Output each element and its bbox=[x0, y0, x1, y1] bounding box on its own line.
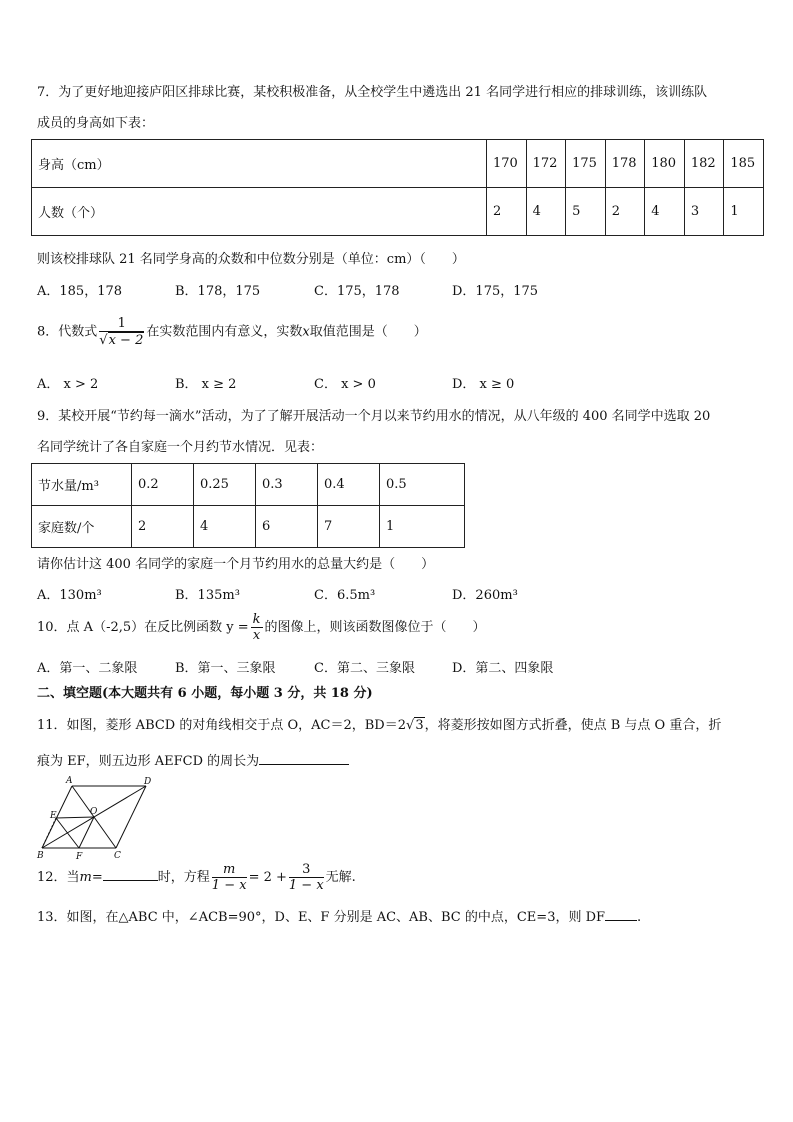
q12-mid: 时，方程 bbox=[157, 870, 210, 885]
label-e: E bbox=[50, 811, 57, 821]
label-d: D bbox=[144, 777, 152, 787]
q12-lhs-numerator: m bbox=[212, 862, 247, 878]
q9-amount-cell: 0.3 bbox=[256, 464, 318, 506]
q8-option-d: D． x ≥ 0 bbox=[452, 377, 515, 392]
q12-eq: = bbox=[91, 870, 103, 885]
q10-prefix: 10．点 A（-2,5）在反比例函数 y = bbox=[37, 620, 249, 635]
q10-option-a: A．第一、二象限 bbox=[37, 661, 138, 676]
q8-stem bbox=[37, 316, 427, 348]
q7-stem-line2: 成员的身高如下表： bbox=[37, 116, 155, 131]
q7-row1-label: 身高（cm） bbox=[32, 140, 487, 188]
q7-option-c: C．175，178 bbox=[314, 284, 400, 299]
q7-count-cell: 1 bbox=[724, 188, 764, 236]
q7-height-cell: 178 bbox=[605, 140, 645, 188]
q9-family-cell: 1 bbox=[380, 506, 465, 548]
q9-option-d: D．260m³ bbox=[452, 588, 518, 603]
q13-end: . bbox=[637, 910, 642, 925]
q12-rhs-denominator: 1 − x bbox=[288, 878, 324, 893]
q10-option-c: C．第二、三象限 bbox=[314, 661, 415, 676]
q8-fraction bbox=[99, 316, 144, 348]
q12-equals-two-plus: = 2 + bbox=[248, 870, 287, 885]
q8-suffix-b: 取值范围是（ ） bbox=[309, 324, 427, 340]
q9-option-b: B．135m³ bbox=[175, 588, 240, 603]
q7-count-cell: 2 bbox=[605, 188, 645, 236]
q7-count-cell: 5 bbox=[566, 188, 606, 236]
q7-height-cell: 185 bbox=[724, 140, 764, 188]
q8-denominator: √x − 2 bbox=[99, 333, 144, 348]
q12-var: m bbox=[79, 870, 92, 885]
q9-family-cell: 7 bbox=[318, 506, 380, 548]
q8-option-b: B． x ≥ 2 bbox=[175, 377, 237, 392]
q7-height-cell: 175 bbox=[566, 140, 606, 188]
q9-question: 请你估计这 400 名同学的家庭一个月节约用水的总量大约是（ ） bbox=[37, 557, 435, 572]
q12-stem bbox=[37, 862, 356, 893]
q10-option-d: D．第二、四象限 bbox=[452, 661, 554, 676]
q12-answer-blank[interactable] bbox=[103, 880, 158, 881]
q7-option-b: B．178，175 bbox=[175, 284, 261, 299]
q7-height-cell: 180 bbox=[645, 140, 685, 188]
label-f: F bbox=[76, 852, 83, 862]
q7-height-cell: 182 bbox=[684, 140, 724, 188]
q11-line1-b: ，将菱形按如图方式折叠，使点 B 与点 O 重合，折 bbox=[424, 718, 722, 733]
q7-count-cell: 3 bbox=[684, 188, 724, 236]
q9-row1-label: 节水量/m³ bbox=[32, 464, 132, 506]
q8-option-a: A． x > 2 bbox=[37, 377, 99, 392]
q10-stem bbox=[37, 612, 486, 643]
fold-eo bbox=[56, 817, 94, 818]
q7-count-cell: 4 bbox=[526, 188, 566, 236]
q10-suffix: 的图像上，则该函数图像位于（ ） bbox=[264, 620, 486, 635]
q7-stem-line1: 7．为了更好地迎接庐阳区排球比赛，某校积极准备，从全校学生中遴选出 21 名同学进行相应的排球训练，该训练队 bbox=[37, 85, 708, 100]
q12-suffix: 无解. bbox=[325, 870, 356, 885]
q7-count-cell: 4 bbox=[645, 188, 685, 236]
q9-amount-cell: 0.5 bbox=[380, 464, 465, 506]
q8-var: x bbox=[302, 324, 310, 340]
q8-radicand: x − 2 bbox=[108, 333, 144, 348]
q8-numerator: 1 bbox=[99, 316, 144, 332]
q8-option-c: C． x > 0 bbox=[314, 377, 376, 392]
section-heading-fill-blank: 二、填空题(本大题共有 6 小题，每小题 3 分，共 18 分) bbox=[37, 686, 373, 701]
q13-stem bbox=[37, 910, 641, 926]
q10-denominator: x bbox=[252, 628, 261, 643]
crease-ef bbox=[56, 818, 79, 848]
q9-stem-line1: 9．某校开展“节约每一滴水”活动，为了了解开展活动一个月以来节约用水的情况，从八年级的 400 名同学中选取 20 bbox=[37, 409, 711, 424]
q9-amount-cell: 0.25 bbox=[194, 464, 256, 506]
label-a: A bbox=[66, 776, 73, 786]
q9-option-c: C．6.5m³ bbox=[314, 588, 376, 603]
q11-stem-line1: 11．如图，菱形 ABCD 的对角线相交于点 O，AC＝2，BD＝2√3，将菱形按如图方式折叠，使点 B 与点 O 重合，折 bbox=[37, 718, 722, 733]
label-c: C bbox=[114, 851, 121, 861]
q12-lhs-fraction bbox=[212, 862, 247, 893]
q10-option-b: B．第一、三象限 bbox=[175, 661, 276, 676]
q9-water-table bbox=[31, 463, 465, 548]
q13-answer-blank[interactable] bbox=[605, 920, 637, 921]
q8-prefix: 8．代数式 bbox=[37, 324, 98, 340]
q7-option-d: D．175，175 bbox=[452, 284, 539, 299]
q9-family-cell: 2 bbox=[132, 506, 194, 548]
q10-numerator: k bbox=[252, 612, 261, 627]
q11-sqrt-value: 3 bbox=[415, 718, 424, 733]
q7-count-cell: 2 bbox=[487, 188, 527, 236]
q7-row2-label: 人数（个） bbox=[32, 188, 487, 236]
q7-question: 则该校排球队 21 名同学身高的众数和中位数分别是（单位：cm）（ ） bbox=[37, 252, 465, 267]
q7-option-a: A．185，178 bbox=[37, 284, 123, 299]
q7-height-cell: 172 bbox=[526, 140, 566, 188]
q9-family-cell: 6 bbox=[256, 506, 318, 548]
q11-rhombus-figure bbox=[34, 774, 160, 862]
q11-stem-line2 bbox=[37, 754, 349, 770]
q13-text: 13．如图，在△ABC 中，∠ACB=90°，D、E、F 分别是 AC、AB、BC 的中点，CE=3，则 DF bbox=[37, 910, 606, 925]
q9-family-cell: 4 bbox=[194, 506, 256, 548]
q7-height-table bbox=[31, 139, 764, 236]
q11-line1-a: 11．如图，菱形 ABCD 的对角线相交于点 O，AC＝2，BD＝2 bbox=[37, 718, 407, 733]
q9-amount-cell: 0.4 bbox=[318, 464, 380, 506]
q11-answer-blank[interactable] bbox=[259, 764, 349, 765]
label-o: O bbox=[90, 807, 98, 817]
q9-row2-label: 家庭数/个 bbox=[32, 506, 132, 548]
q8-suffix-a: 在实数范围内有意义，实数 bbox=[146, 324, 303, 340]
q11-line2: 痕为 EF，则五边形 AEFCD 的周长为 bbox=[37, 754, 260, 769]
q9-option-a: A．130m³ bbox=[37, 588, 102, 603]
q12-prefix: 12．当 bbox=[37, 870, 80, 885]
q12-rhs-numerator: 3 bbox=[289, 862, 324, 878]
q7-height-cell: 170 bbox=[487, 140, 527, 188]
q12-rhs-fraction bbox=[289, 862, 324, 893]
q9-stem-line2: 名同学统计了各自家庭一个月约节水情况．见表： bbox=[37, 440, 324, 455]
q9-amount-cell: 0.2 bbox=[132, 464, 194, 506]
q10-fraction bbox=[251, 612, 263, 643]
q12-lhs-denominator: 1 − x bbox=[211, 878, 247, 893]
label-b: B bbox=[37, 851, 44, 861]
